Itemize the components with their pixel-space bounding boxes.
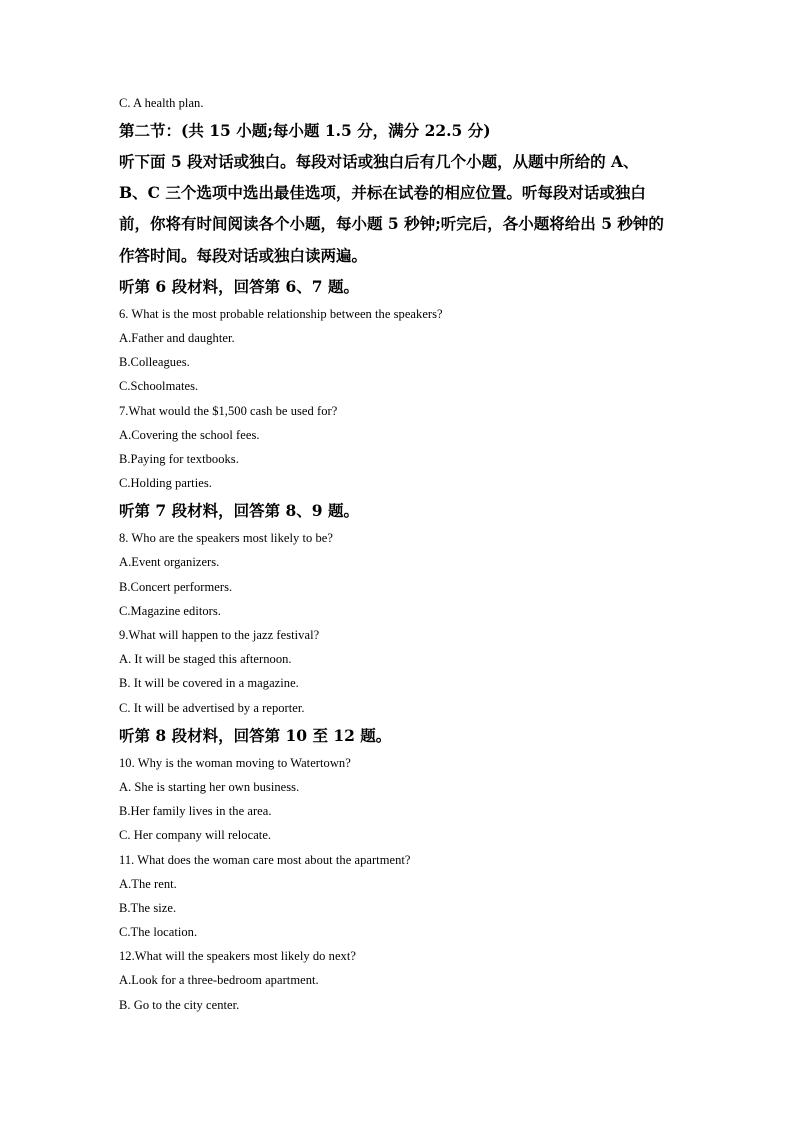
answer-option: B.Her family lives in the area. [119,804,272,819]
answer-option: C.Magazine editors. [119,603,221,618]
answer-option: A.Event organizers. [119,555,220,570]
answer-option: A.Covering the school fees. [119,427,260,442]
group-heading: 听第 7 段材料，回答第 8、9 题。 [119,501,359,521]
section-title: 第二节：(共 15 小题;每小题 1.5 分，满分 22.5 分) [119,121,491,140]
page-content [119,92,689,1017]
answer-option: C.Holding parties. [119,476,212,491]
answer-option: B.Concert performers. [119,579,233,594]
answer-option: B. It will be covered in a magazine. [119,676,299,691]
previous-question-option-c: C. A health plan. [119,96,204,110]
question-stem: 12.What will the speakers most likely do next? [119,949,356,964]
group-heading: 听第 8 段材料，回答第 10 至 12 题。 [119,725,392,745]
answer-option: B.Colleagues. [119,355,190,370]
answer-option: C.The location. [119,925,198,940]
answer-option: B. Go to the city center. [119,997,240,1012]
answer-option: A. It will be staged this afternoon. [119,652,292,667]
question-stem: 8. Who are the speakers most likely to be? [119,531,333,546]
answer-option: B.The size. [119,900,177,915]
question-stem: 10. Why is the woman moving to Watertown? [119,755,351,770]
answer-option: C. It will be advertised by a reporter. [119,700,305,715]
answer-option: C. Her company will relocate. [119,828,272,843]
group-heading: 听第 6 段材料，回答第 6、7 题。 [119,276,359,296]
answer-option: C.Schoolmates. [119,379,199,394]
answer-option: A.Look for a three-bedroom apartment. [119,973,319,988]
question-stem: 11. What does the woman care most about the apartment? [119,852,411,867]
section-instructions [119,146,689,271]
question-stem: 7.What would the $1,500 cash be used for? [119,403,338,418]
answer-option: A.Father and daughter. [119,330,235,345]
instruction-line: B、C 三个选项中选出最佳选项，并标在试卷的相应位置。听每段对话或独白 [119,183,646,203]
answer-option: A.The rent. [119,876,177,891]
instruction-line: 听下面 5 段对话或独白。每段对话或独白后有几个小题，从题中所给的 A、 [119,152,639,171]
question-stem: 9.What will happen to the jazz festival? [119,628,320,642]
instruction-line: 作答时间。每段对话或独白读两遍。 [119,245,368,265]
answer-option: B.Paying for textbooks. [119,451,239,466]
question-stem: 6. What is the most probable relationship between the speakers? [119,306,443,321]
answer-option: A. She is starting her own business. [119,779,300,794]
instruction-line: 前，你将有时间阅读各个小题，每小题 5 秒钟;听完后，各小题将给出 5 秒钟的 [119,214,664,234]
